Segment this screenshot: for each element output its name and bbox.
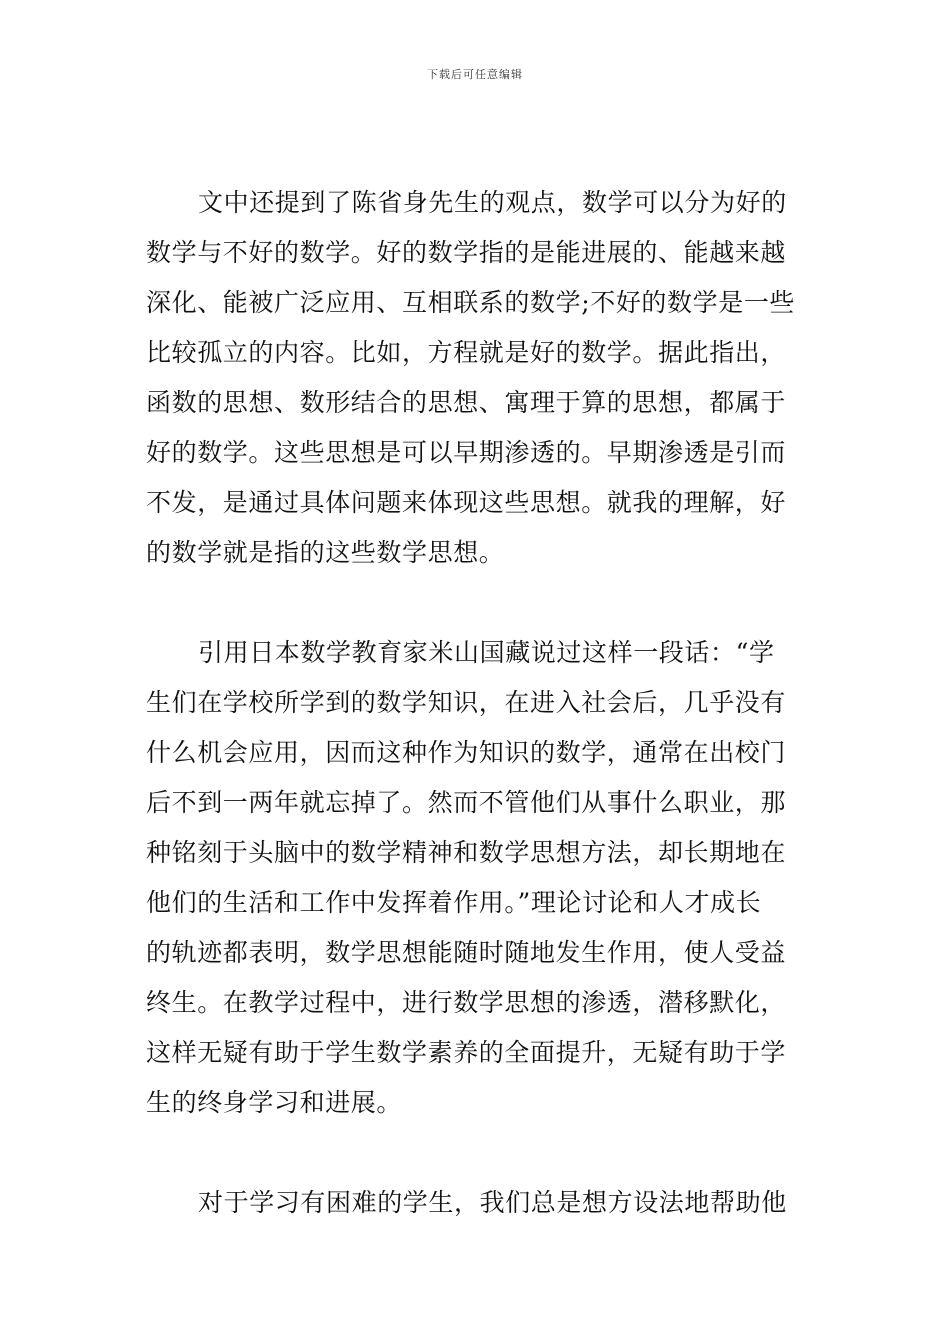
text-line: 生的终身学习和进展。 (146, 1088, 403, 1117)
text-line: 好的数学。这些思想是可以早期渗透的。早期渗透是引而 (146, 438, 787, 467)
document-body (146, 178, 806, 1278)
text-line: 对于学习有困难的学生，我们总是想方设法地帮助他 (198, 1188, 787, 1217)
page-header: 下载后可任意编辑 (427, 68, 523, 81)
text-line: 种铭刻于头脑中的数学精神和数学思想方法，却长期地在 (146, 838, 787, 867)
text-line: 他们的生活和工作中发挥着作用。”理论讨论和人才成长 (146, 888, 762, 917)
text-line: 函数的思想、数形结合的思想、寓理于算的思想，都属于 (146, 388, 787, 417)
text-line: 的轨迹都表明，数学思想能随时随地发生作用，使人受益 (146, 938, 787, 967)
text-line: 引用日本数学教育家米山国藏说过这样一段话：“学 (198, 638, 775, 667)
paragraph-3 (146, 1178, 806, 1228)
text-line: 生们在学校所学到的数学知识，在进入社会后，几乎没有 (146, 688, 787, 717)
text-line: 这样无疑有助于学生数学素养的全面提升，无疑有助于学 (146, 1038, 787, 1067)
text-line: 的数学就是指的这些数学思想。 (146, 538, 505, 567)
text-line: 数学与不好的数学。好的数学指的是能进展的、能越来越 (146, 238, 787, 267)
paragraph-2 (146, 628, 806, 1128)
paragraph-1 (146, 178, 806, 578)
text-line: 不发，是通过具体问题来体现这些思想。就我的理解，好 (146, 488, 787, 517)
text-line: 什么机会应用，因而这种作为知识的数学，通常在出校门 (146, 738, 787, 767)
text-line: 终生。在教学过程中，进行数学思想的渗透，潜移默化， (146, 988, 787, 1017)
text-line: 后不到一两年就忘掉了。然而不管他们从事什么职业，那 (146, 788, 787, 817)
text-line: 比较孤立的内容。比如，方程就是好的数学。据此指出， (146, 338, 787, 367)
text-line: 文中还提到了陈省身先生的观点，数学可以分为好的 (198, 188, 787, 217)
text-line: 深化、能被广泛应用、互相联系的数学;不好的数学是一些 (146, 288, 796, 317)
